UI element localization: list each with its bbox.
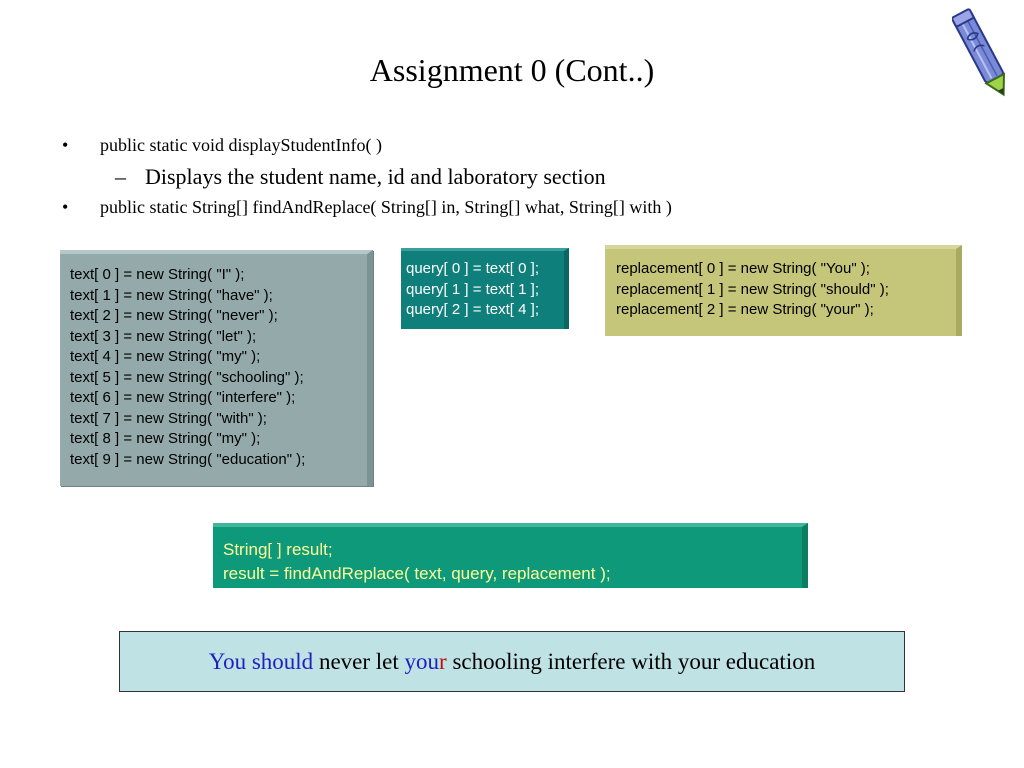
code-line: text[ 3 ] = new String( "let" ); — [70, 327, 257, 345]
bullet-symbol: • — [62, 197, 69, 217]
sentence-text: schooling interfere with your education — [446, 649, 816, 674]
replaced-word: you — [404, 649, 440, 674]
bullet-symbol: • — [62, 135, 69, 155]
bullet-text: public static String[] findAndReplace( String[] in, String[] what, String[] with ) — [100, 197, 672, 217]
code-line: text[ 1 ] = new String( "have" ); — [70, 286, 273, 304]
code-line: text[ 9 ] = new String( "education" ); — [70, 450, 306, 468]
dash-symbol: – — [115, 164, 126, 189]
sub-bullet-item — [115, 164, 606, 190]
pencil-icon — [952, 4, 1012, 104]
code-line: text[ 4 ] = new String( "my" ); — [70, 348, 261, 365]
code-line: query[ 0 ] = text[ 0 ]; — [406, 260, 539, 277]
code-line: String[ ] result; — [223, 540, 333, 559]
code-line: text[ 0 ] = new String( "I" ); — [70, 266, 245, 283]
code-line: query[ 1 ] = text[ 1 ]; — [406, 280, 539, 298]
bullet-text: public static void displayStudentInfo( ) — [100, 135, 382, 155]
sub-bullet-text: Displays the student name, id and laboratory section — [145, 164, 606, 189]
code-line: query[ 2 ] = text[ 4 ]; — [406, 301, 539, 318]
query-array-box — [401, 248, 569, 329]
replaced-words: You should — [208, 649, 314, 674]
code-line: text[ 6 ] = new String( "interfere" ); — [70, 389, 296, 406]
code-line: text[ 7 ] = new String( "with" ); — [70, 409, 267, 427]
code-line: replacement[ 0 ] = new String( "You" ); — [616, 260, 870, 277]
text-array-box — [60, 250, 373, 486]
result-sentence-box — [119, 631, 905, 692]
bullet-item — [62, 135, 382, 156]
code-line: result = findAndReplace( text, query, replacement ); — [223, 564, 611, 583]
code-line: text[ 5 ] = new String( "schooling" ); — [70, 368, 304, 386]
code-line: replacement[ 1 ] = new String( "should" ); — [616, 280, 889, 298]
bullet-item — [62, 197, 672, 218]
slide-title: Assignment 0 (Cont..) — [369, 52, 655, 88]
replaced-word-suffix: r — [439, 649, 447, 674]
result-code-box — [213, 523, 808, 588]
code-line: text[ 2 ] = new String( "never" ); — [70, 307, 278, 324]
replacement-array-box — [605, 245, 962, 336]
sentence-text: never let — [313, 649, 405, 674]
code-line: text[ 8 ] = new String( "my" ); — [70, 430, 261, 447]
code-line: replacement[ 2 ] = new String( "your" ); — [616, 301, 874, 318]
